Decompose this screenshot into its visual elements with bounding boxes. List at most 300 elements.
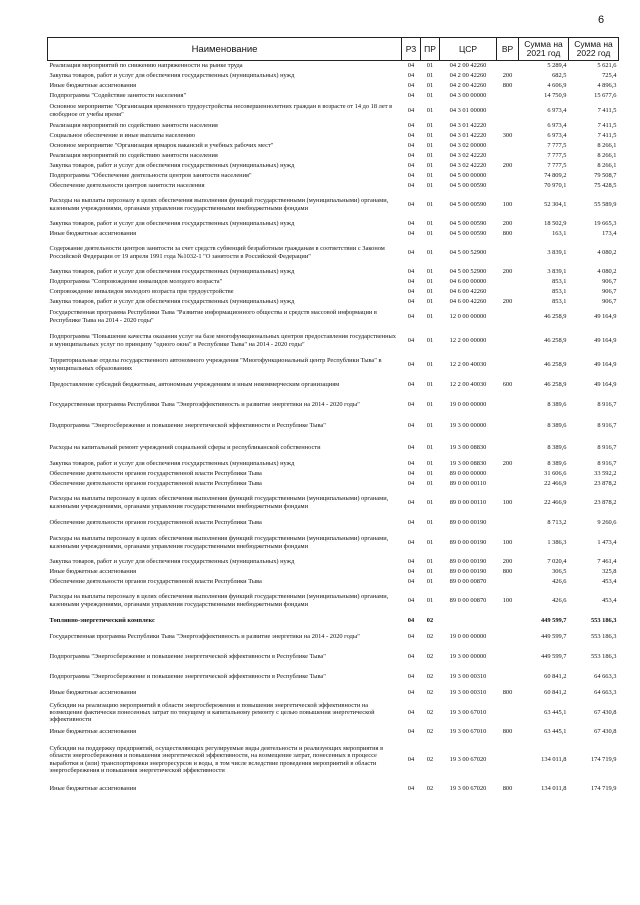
cell-csr: 04 5 00 00590 — [449, 219, 487, 227]
cell-sum-2022: 19 665,3 — [594, 219, 617, 227]
cell-pr: 01 — [426, 459, 434, 467]
cell-rz: 04 — [407, 171, 415, 179]
cell-sum-2021: 853,1 — [552, 287, 567, 295]
cell-vr — [497, 469, 519, 479]
cell-sum-2022: 1 473,4 — [597, 538, 617, 546]
cell-vr — [497, 667, 519, 687]
cell-sum-2022: 9 260,6 — [597, 518, 617, 526]
cell-name: Подпрограмма "Энергосбережение и повышение энергетической эффективности в Республике Тыва" — [49, 672, 326, 680]
cell-rz: 04 — [407, 297, 415, 305]
cell-sum-2021: 449 599,7 — [540, 632, 567, 640]
cell-pr: 01 — [426, 443, 434, 451]
cell-pr: 01 — [426, 538, 434, 546]
cell-rz: 04 — [407, 567, 415, 575]
cell-csr: 19 3 00 08830 — [449, 459, 487, 467]
cell-csr: 04 6 00 00000 — [449, 277, 487, 285]
cell-name: Обеспечение деятельности органов государственной власти Республики Тыва — [49, 479, 262, 487]
cell-rz: 04 — [407, 151, 415, 159]
table-row — [48, 615, 619, 627]
table-row — [48, 577, 619, 587]
table-row — [48, 783, 619, 795]
cell-name: Социальное обеспечение и иные выплаты населению — [49, 131, 196, 139]
cell-pr: 01 — [426, 421, 434, 429]
cell-rz: 04 — [407, 577, 415, 585]
cell-sum-2021: 3 839,1 — [547, 267, 567, 275]
cell-sum-2022: 7 411,5 — [597, 131, 617, 139]
cell-csr: 04 6 00 42260 — [449, 287, 487, 295]
cell-sum-2022: 906,7 — [602, 287, 617, 295]
cell-rz: 04 — [407, 596, 415, 604]
cell-sum-2022: 67 430,8 — [594, 708, 617, 716]
cell-csr: 04 5 00 00590 — [449, 181, 487, 189]
cell-sum-2022: 174 719,9 — [590, 784, 617, 792]
cell-pr: 01 — [426, 121, 434, 129]
cell-csr: 89 0 00 00190 — [449, 557, 487, 565]
cell-sum-2022: 5 621,6 — [597, 62, 617, 70]
cell-name: Иные бюджетные ассигнования — [49, 81, 137, 89]
cell-vr — [497, 395, 519, 415]
cell-sum-2022: 906,7 — [602, 297, 617, 305]
cell-sum-2021: 46 258,9 — [544, 312, 567, 320]
cell-csr: 19 3 00 08830 — [449, 443, 487, 451]
cell-pr: 01 — [426, 219, 434, 227]
table-row — [48, 327, 619, 355]
cell-sum-2021: 853,1 — [552, 277, 567, 285]
cell-rz: 04 — [407, 141, 415, 149]
table-row — [48, 181, 619, 191]
cell-pr: 01 — [426, 229, 434, 237]
cell-pr: 01 — [426, 400, 434, 408]
cell-csr: 04 5 00 00000 — [449, 171, 487, 179]
cell-name: Государственная программа Республики Тыва "Энергоэффективность и развитие энергетики на 2014 - 2020 годы" — [49, 632, 360, 640]
cell-vr — [497, 699, 519, 727]
cell-name: Государственная программа Республики Тыва "Энергоэффективность и развитие энергетики на 2014 - 2020 годы" — [49, 400, 360, 408]
cell-name: Закупка товаров, работ и услуг для обеспечения государственных (муниципальных) нужд — [49, 459, 295, 467]
table-row — [48, 587, 619, 615]
cell-vr: 100 — [502, 200, 513, 208]
table-header — [48, 38, 619, 61]
table-row — [48, 529, 619, 557]
cell-sum-2021: 18 502,9 — [544, 219, 567, 227]
cell-vr — [497, 121, 519, 131]
cell-sum-2021: 74 809,2 — [544, 171, 567, 179]
cell-csr: 89 0 00 00870 — [449, 596, 487, 604]
cell-sum-2022: 4 080,2 — [597, 248, 617, 256]
cell-vr — [497, 415, 519, 437]
cell-vr — [497, 151, 519, 161]
cell-csr: 12 2 00 40030 — [449, 360, 487, 368]
cell-vr — [497, 101, 519, 121]
cell-csr — [440, 615, 497, 627]
cell-vr — [497, 437, 519, 459]
cell-vr: 200 — [502, 557, 513, 565]
cell-vr — [497, 517, 519, 529]
header-sum-2021: Сумма на 2021 год — [519, 38, 569, 61]
cell-sum-2021: 4 606,9 — [547, 81, 567, 89]
cell-name: Закупка товаров, работ и услуг для обеспечения государственных (муниципальных) нужд — [49, 71, 295, 79]
cell-name: Обеспечение деятельности органов государственной власти Республики Тыва — [49, 469, 262, 477]
cell-vr: 200 — [502, 459, 513, 467]
cell-sum-2022: 49 164,9 — [594, 336, 617, 344]
table-row — [48, 415, 619, 437]
cell-csr: 04 6 00 42260 — [449, 297, 487, 305]
cell-csr: 89 0 00 00870 — [449, 577, 487, 585]
cell-name: Сопровождение инвалидов молодого возраста при трудоустройстве — [49, 287, 234, 295]
cell-pr: 01 — [426, 498, 434, 506]
table-row — [48, 151, 619, 161]
cell-name: Обеспечение деятельности органов государственной власти Республики Тыва — [49, 577, 262, 585]
cell-name: Реализация мероприятий по снижению напряженности на рынке труда — [49, 62, 243, 70]
cell-sum-2022: 4 080,2 — [597, 267, 617, 275]
table-row — [48, 479, 619, 489]
table-row — [48, 517, 619, 529]
cell-vr: 800 — [502, 229, 513, 237]
cell-csr: 19 3 00 67010 — [449, 708, 487, 716]
cell-csr: 12 0 00 00000 — [449, 312, 487, 320]
cell-sum-2021: 22 466,9 — [544, 479, 567, 487]
cell-name: Обеспечение деятельности органов государственной власти Республики Тыва — [49, 518, 262, 526]
cell-vr: 200 — [502, 267, 513, 275]
cell-csr: 04 5 00 00590 — [449, 229, 487, 237]
cell-vr: 800 — [502, 784, 513, 792]
cell-sum-2022: 4 896,3 — [597, 81, 617, 89]
cell-rz: 04 — [407, 498, 415, 506]
cell-pr: 01 — [426, 248, 434, 256]
cell-pr: 01 — [426, 131, 434, 139]
cell-sum-2021: 46 258,9 — [544, 336, 567, 344]
table-row — [48, 355, 619, 375]
cell-csr: 04 5 00 52900 — [449, 248, 487, 256]
cell-sum-2021: 8 713,2 — [547, 518, 567, 526]
cell-name: Основное мероприятие "Организация ярмарок вакансий и учебных рабочих мест" — [49, 141, 274, 149]
cell-vr: 600 — [502, 380, 513, 388]
header-pr: ПР — [421, 38, 440, 61]
cell-vr: 800 — [502, 81, 513, 89]
cell-pr: 01 — [426, 71, 434, 79]
table-row — [48, 375, 619, 395]
cell-sum-2022: 325,8 — [602, 567, 617, 575]
budget-table — [47, 37, 619, 795]
cell-sum-2022: 8 916,7 — [597, 459, 617, 467]
cell-rz: 04 — [407, 708, 415, 716]
table-row — [48, 161, 619, 171]
cell-name: Закупка товаров, работ и услуг для обеспечения государственных (муниципальных) нужд — [49, 267, 295, 275]
cell-sum-2021: 449 599,7 — [540, 616, 567, 624]
cell-csr: 19 0 00 00000 — [449, 632, 487, 640]
cell-pr: 01 — [426, 360, 434, 368]
cell-pr: 01 — [426, 200, 434, 208]
cell-rz: 04 — [407, 248, 415, 256]
cell-name: Расходы на капитальный ремонт учреждений социальной сферы и республиканской собственности — [49, 443, 321, 451]
cell-sum-2021: 70 970,1 — [544, 181, 567, 189]
table-row — [48, 171, 619, 181]
cell-csr: 19 3 00 00000 — [449, 421, 487, 429]
cell-sum-2021: 163,1 — [552, 229, 567, 237]
cell-sum-2021: 6 973,4 — [547, 131, 567, 139]
cell-csr: 89 0 00 00190 — [449, 538, 487, 546]
cell-rz: 04 — [407, 380, 415, 388]
cell-pr: 01 — [426, 380, 434, 388]
cell-sum-2021: 7 777,5 — [547, 151, 567, 159]
cell-rz: 04 — [407, 219, 415, 227]
cell-sum-2021: 134 011,8 — [541, 784, 567, 792]
cell-pr: 01 — [426, 287, 434, 295]
cell-name: Субсидии на поддержку предприятий, осуществляющих регулируемые виды деятельности и реализующих мероприятия в области энергосбережения и повышения энергетической эффективности, на возмещение затрат, понесенных в процессе выработки и (или) транспортировки энергоресурсов и воды, в том числе вследствие проведения мероприятий в области энергосбережения и повышения энергетической эффективности — [49, 744, 384, 774]
cell-sum-2022: 67 430,8 — [594, 727, 617, 735]
cell-vr: 200 — [502, 71, 513, 79]
cell-csr: 04 2 00 42260 — [449, 81, 487, 89]
cell-sum-2022: 553 186,3 — [590, 652, 617, 660]
table-row — [48, 121, 619, 131]
cell-name: Реализация мероприятий по содействию занятости населения — [49, 121, 218, 129]
cell-sum-2022: 55 589,9 — [594, 200, 617, 208]
cell-rz: 04 — [407, 267, 415, 275]
cell-vr — [497, 627, 519, 647]
cell-vr — [497, 277, 519, 287]
cell-sum-2021: 306,5 — [552, 567, 567, 575]
cell-vr: 100 — [502, 498, 513, 506]
cell-vr — [497, 577, 519, 587]
cell-pr: 02 — [426, 672, 434, 680]
table-row — [48, 395, 619, 415]
cell-pr: 01 — [426, 596, 434, 604]
cell-sum-2022: 23 878,2 — [594, 498, 617, 506]
cell-rz: 04 — [407, 400, 415, 408]
page-number: 6 — [597, 14, 605, 26]
cell-sum-2021: 1 386,3 — [547, 538, 567, 546]
cell-vr — [497, 355, 519, 375]
cell-sum-2021: 7 777,5 — [547, 161, 567, 169]
cell-vr — [497, 287, 519, 297]
cell-sum-2022: 7 411,5 — [597, 121, 617, 129]
cell-rz: 04 — [407, 632, 415, 640]
cell-name: Подпрограмма "Энергосбережение и повышение энергетической эффективности в Республике Тыва" — [49, 421, 326, 429]
cell-name: Расходы на выплаты персоналу в целях обеспечения выполнения функций государственными (муниципальными) органами, казенными учреждениями, органами управления государственными внебюджетными фондами — [49, 197, 389, 212]
cell-csr: 04 3 02 42220 — [449, 151, 487, 159]
cell-sum-2022: 7 461,4 — [597, 557, 617, 565]
cell-sum-2022: 453,4 — [602, 577, 617, 585]
cell-csr: 04 2 00 42260 — [449, 62, 487, 70]
cell-pr: 01 — [426, 479, 434, 487]
cell-sum-2021: 52 304,1 — [544, 200, 567, 208]
table-row — [48, 727, 619, 737]
cell-rz: 04 — [407, 518, 415, 526]
cell-sum-2022: 49 164,9 — [594, 360, 617, 368]
cell-sum-2021: 60 841,2 — [544, 688, 567, 696]
cell-name: Субсидии на реализацию мероприятий в области энергосбережения и повышения энергетической эффективности на возмещение фактически понесенных затрат по текущему и капитальному ремонту с целью повышения энергетической эффективности — [49, 701, 375, 724]
cell-pr: 01 — [426, 336, 434, 344]
cell-csr: 04 3 00 00000 — [449, 91, 487, 99]
cell-pr: 01 — [426, 171, 434, 179]
cell-sum-2022: 173,4 — [602, 229, 617, 237]
cell-sum-2021: 8 389,6 — [547, 400, 567, 408]
cell-csr: 19 3 00 00310 — [449, 672, 487, 680]
cell-csr: 04 3 01 00000 — [449, 106, 487, 114]
cell-pr: 01 — [426, 91, 434, 99]
cell-sum-2021: 134 011,8 — [541, 755, 567, 763]
table-row — [48, 647, 619, 667]
cell-csr: 19 0 00 00000 — [449, 400, 487, 408]
cell-sum-2021: 6 973,4 — [547, 106, 567, 114]
cell-csr: 89 0 00 00190 — [449, 518, 487, 526]
table-row — [48, 489, 619, 517]
cell-sum-2021: 426,6 — [552, 577, 567, 585]
cell-name: Реализация мероприятий по содействию занятости населения — [49, 151, 218, 159]
cell-name: Подпрограмма "Энергосбережение и повышение энергетической эффективности в Республике Тыва" — [49, 652, 326, 660]
cell-sum-2021: 63 445,1 — [544, 708, 567, 716]
cell-rz: 04 — [407, 121, 415, 129]
cell-name: Основное мероприятие "Организация временного трудоустройства несовершеннолетних граждан в возрасте от 14 до 18 лет в свободное от учебы время" — [49, 103, 393, 118]
cell-csr: 19 3 00 00310 — [449, 688, 487, 696]
table-row — [48, 101, 619, 121]
table-row — [48, 287, 619, 297]
cell-pr: 01 — [426, 81, 434, 89]
cell-name: Иные бюджетные ассигнования — [49, 567, 137, 575]
cell-pr: 01 — [426, 277, 434, 285]
header-vr: ВР — [497, 38, 519, 61]
cell-vr — [497, 737, 519, 783]
table-row — [48, 229, 619, 239]
cell-vr — [497, 61, 519, 71]
table-row — [48, 667, 619, 687]
cell-rz: 04 — [407, 91, 415, 99]
cell-vr: 800 — [502, 567, 513, 575]
cell-rz: 04 — [407, 557, 415, 565]
cell-name: Закупка товаров, работ и услуг для обеспечения государственных (муниципальных) нужд — [49, 161, 295, 169]
cell-sum-2022: 23 878,2 — [594, 479, 617, 487]
cell-sum-2021: 60 841,2 — [544, 672, 567, 680]
cell-sum-2022: 725,4 — [602, 71, 617, 79]
cell-rz: 04 — [407, 360, 415, 368]
cell-sum-2022: 75 428,5 — [594, 181, 617, 189]
cell-rz: 04 — [407, 672, 415, 680]
table-row — [48, 91, 619, 101]
cell-name: Подпрограмма "Обеспечение деятельности центров занятости населения" — [49, 171, 252, 179]
cell-sum-2022: 8 266,1 — [597, 151, 617, 159]
cell-rz: 04 — [407, 459, 415, 467]
cell-sum-2022: 174 719,9 — [590, 755, 617, 763]
cell-name: Подпрограмма "Содействие занятости населения" — [49, 91, 187, 99]
cell-pr: 01 — [426, 151, 434, 159]
cell-name: Государственная программа Республики Тыва "Развитие информационного общества и средств массовой информации в Республике Тыва на 2014 - 2020 годы" — [49, 309, 377, 324]
cell-pr: 01 — [426, 106, 434, 114]
cell-rz: 04 — [407, 616, 415, 624]
table-row — [48, 61, 619, 71]
table-row — [48, 567, 619, 577]
cell-pr: 01 — [426, 62, 434, 70]
table-row — [48, 71, 619, 81]
cell-sum-2021: 22 466,9 — [544, 498, 567, 506]
cell-pr: 02 — [426, 755, 434, 763]
table-row — [48, 131, 619, 141]
cell-name: Обеспечение деятельности центров занятости населения — [49, 181, 205, 189]
cell-sum-2022: 8 916,7 — [597, 421, 617, 429]
cell-pr: 01 — [426, 181, 434, 189]
cell-sum-2021: 31 606,6 — [544, 469, 567, 477]
cell-rz: 04 — [407, 106, 415, 114]
cell-pr: 01 — [426, 312, 434, 320]
cell-rz: 04 — [407, 538, 415, 546]
cell-pr: 01 — [426, 567, 434, 575]
cell-csr: 19 3 00 00000 — [449, 652, 487, 660]
cell-csr: 19 3 00 67020 — [449, 755, 487, 763]
cell-csr: 04 3 01 42220 — [449, 121, 487, 129]
cell-sum-2022: 64 663,3 — [594, 672, 617, 680]
cell-rz: 04 — [407, 131, 415, 139]
cell-csr: 89 0 00 00190 — [449, 567, 487, 575]
cell-rz: 04 — [407, 81, 415, 89]
cell-rz: 04 — [407, 200, 415, 208]
cell-vr: 200 — [502, 297, 513, 305]
cell-rz: 04 — [407, 688, 415, 696]
cell-rz: 04 — [407, 784, 415, 792]
cell-rz: 04 — [407, 336, 415, 344]
cell-pr: 02 — [426, 708, 434, 716]
cell-pr: 02 — [426, 727, 434, 735]
cell-pr: 01 — [426, 297, 434, 305]
cell-rz: 04 — [407, 229, 415, 237]
cell-pr: 01 — [426, 557, 434, 565]
cell-csr: 04 2 00 42260 — [449, 71, 487, 79]
cell-sum-2022: 15 677,6 — [594, 91, 617, 99]
table-row — [48, 191, 619, 219]
table-row — [48, 81, 619, 91]
cell-sum-2022: 553 186,3 — [590, 632, 617, 640]
cell-vr: 800 — [502, 727, 513, 735]
cell-vr: 100 — [502, 596, 513, 604]
cell-sum-2022: 49 164,9 — [594, 380, 617, 388]
cell-rz: 04 — [407, 479, 415, 487]
cell-rz: 04 — [407, 421, 415, 429]
cell-sum-2021: 7 020,4 — [547, 557, 567, 565]
cell-vr — [497, 307, 519, 327]
cell-name: Предоставление субсидий бюджетным, автономным учреждениям и иным некоммерческим организациям — [49, 380, 340, 388]
table-row — [48, 141, 619, 151]
cell-vr — [497, 181, 519, 191]
cell-name: Территориальные отделы государственного автономного учреждения "Многофункциональный центр Республики Тыва" в муниципальных образованиях — [49, 357, 382, 372]
table-row — [48, 469, 619, 479]
cell-name: Расходы на выплаты персоналу в целях обеспечения выполнения функций государственными (муниципальными) органами, казенными учреждениями, органами управления государственными внебюджетными фондами — [49, 535, 389, 550]
table-row — [48, 699, 619, 727]
cell-csr: 04 5 00 00590 — [449, 200, 487, 208]
cell-sum-2021: 8 389,6 — [547, 443, 567, 451]
cell-sum-2022: 49 164,9 — [594, 312, 617, 320]
cell-sum-2021: 8 389,6 — [547, 459, 567, 467]
cell-sum-2021: 5 289,4 — [547, 62, 567, 70]
table-row — [48, 277, 619, 287]
cell-sum-2021: 46 258,9 — [544, 380, 567, 388]
header-name: Наименование — [48, 38, 402, 61]
cell-pr: 02 — [426, 632, 434, 640]
cell-sum-2022: 906,7 — [602, 277, 617, 285]
cell-rz: 04 — [407, 71, 415, 79]
cell-name: Расходы на выплаты персоналу в целях обеспечения выполнения функций государственными (муниципальными) органами, казенными учреждениями, органами управления государственными внебюджетными фондами — [49, 593, 389, 608]
cell-csr: 89 0 00 00110 — [449, 498, 487, 506]
cell-csr: 04 3 02 42220 — [449, 161, 487, 169]
cell-vr — [497, 91, 519, 101]
cell-sum-2021: 7 777,5 — [547, 141, 567, 149]
cell-sum-2021: 426,6 — [552, 596, 567, 604]
cell-sum-2022: 8 916,7 — [597, 443, 617, 451]
cell-vr: 800 — [502, 688, 513, 696]
cell-csr: 19 3 00 67010 — [449, 727, 487, 735]
cell-sum-2021: 63 445,1 — [544, 727, 567, 735]
cell-pr: 01 — [426, 141, 434, 149]
cell-vr: 200 — [502, 219, 513, 227]
cell-rz: 04 — [407, 181, 415, 189]
table-row — [48, 737, 619, 783]
cell-sum-2022: 64 663,3 — [594, 688, 617, 696]
